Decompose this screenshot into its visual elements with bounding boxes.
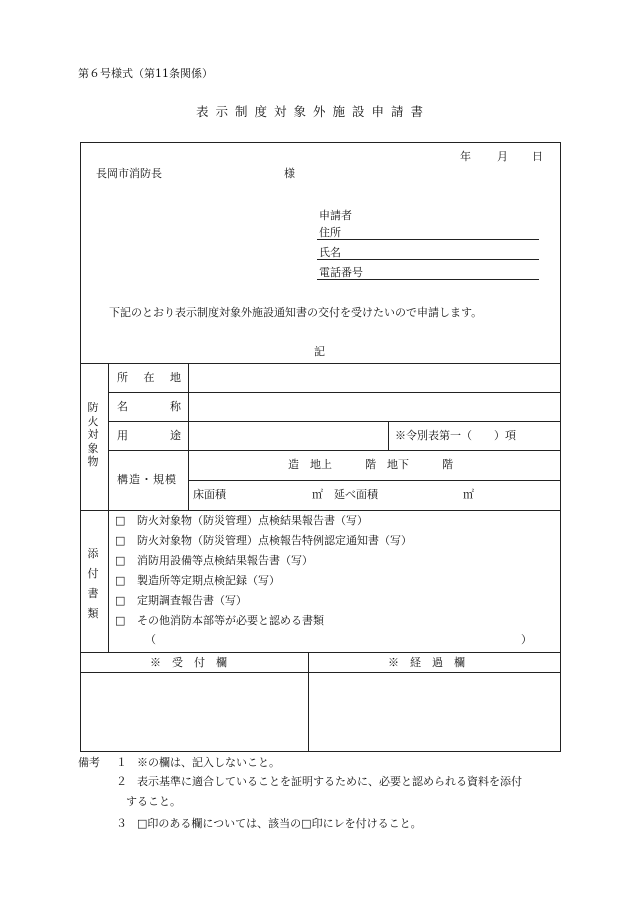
floor-area-unit: ㎡ [312,488,323,501]
floor-area-label: 床面積 [193,488,226,501]
applicant-phone-label: 電話番号 [319,266,363,279]
annex-table-label: ※令別表第一（ ）項 [395,429,516,442]
page-title: 表示制度対象外施設申請書 [196,104,431,119]
note-3-text: □印のある欄については、該当の□印にレを付けること。 [137,817,422,830]
reception-header: ※ 受 付 欄 [150,656,227,669]
attachment-item-3: 消防用設備等点検結果報告書（写） [137,554,313,567]
notes-label: 備考 [78,756,100,769]
location-label: 所 在 地 [117,371,181,384]
progress-header: ※ 経 過 欄 [388,656,465,669]
request-text: 下記のとおり表示制度対象外施設通知書の交付を受けたいので申請します。 [109,306,483,319]
total-floor-area-unit: ㎡ [463,488,474,501]
applicant-label: 申請者 [319,209,352,222]
applicant-name-label: 氏名 [319,246,341,259]
note-2-text-cont: すること。 [126,795,181,808]
attachment-checkbox-5[interactable]: □ [115,594,126,607]
applicant-address-label: 住所 [319,226,341,239]
other-docs-paren-close: ） [521,633,532,646]
total-floor-area-label: 延べ面積 [334,488,378,501]
attachment-item-4: 製造所等定期点検記録（写） [137,574,280,587]
attachment-item-1: 防火対象物（防災管理）点検結果報告書（写） [137,514,368,527]
date-month-label: 月 [497,150,508,163]
note-1-number: １ [116,756,127,769]
structure-label: 構造・規模 [117,473,177,486]
addressee-name: 長岡市消防長 [96,167,162,180]
reception-cell[interactable] [81,673,307,750]
attachment-checkbox-1[interactable]: □ [115,514,126,527]
progress-cell[interactable] [309,673,559,750]
attachments-group-label: 添付書類 [87,547,99,620]
note-2-text: 表示基準に適合していることを証明するために、必要と認められる資料を添付 [137,775,522,788]
note-1-text: ※の欄は、記入しないこと。 [137,756,280,769]
name-label: 名 称 [117,400,181,413]
structure-line: 造 地上 階 地下 階 [288,458,453,471]
use-label: 用 途 [117,429,181,442]
attachment-checkbox-4[interactable]: □ [115,574,126,587]
note-3-number: ３ [116,817,127,830]
addressee-honorific: 様 [284,167,295,180]
fire-object-group-label: 防火対象物 [87,401,99,468]
attachment-item-5: 定期調査報告書（写） [137,594,247,607]
note-2-number: ２ [116,775,127,788]
date-day-label: 日 [532,150,543,163]
other-docs-paren-open: （ [145,633,156,646]
ki-label: 記 [314,345,325,358]
attachment-checkbox-6[interactable]: □ [115,614,126,627]
attachment-item-2: 防火対象物（防災管理）点検報告特例認定通知書（写） [137,534,412,547]
date-year-label: 年 [460,150,471,163]
attachment-checkbox-2[interactable]: □ [115,534,126,547]
attachment-item-6: その他消防本部等が必要と認める書類 [137,614,324,627]
form-number: 第６号様式（第11条関係） [78,67,213,80]
attachment-checkbox-3[interactable]: □ [115,554,126,567]
